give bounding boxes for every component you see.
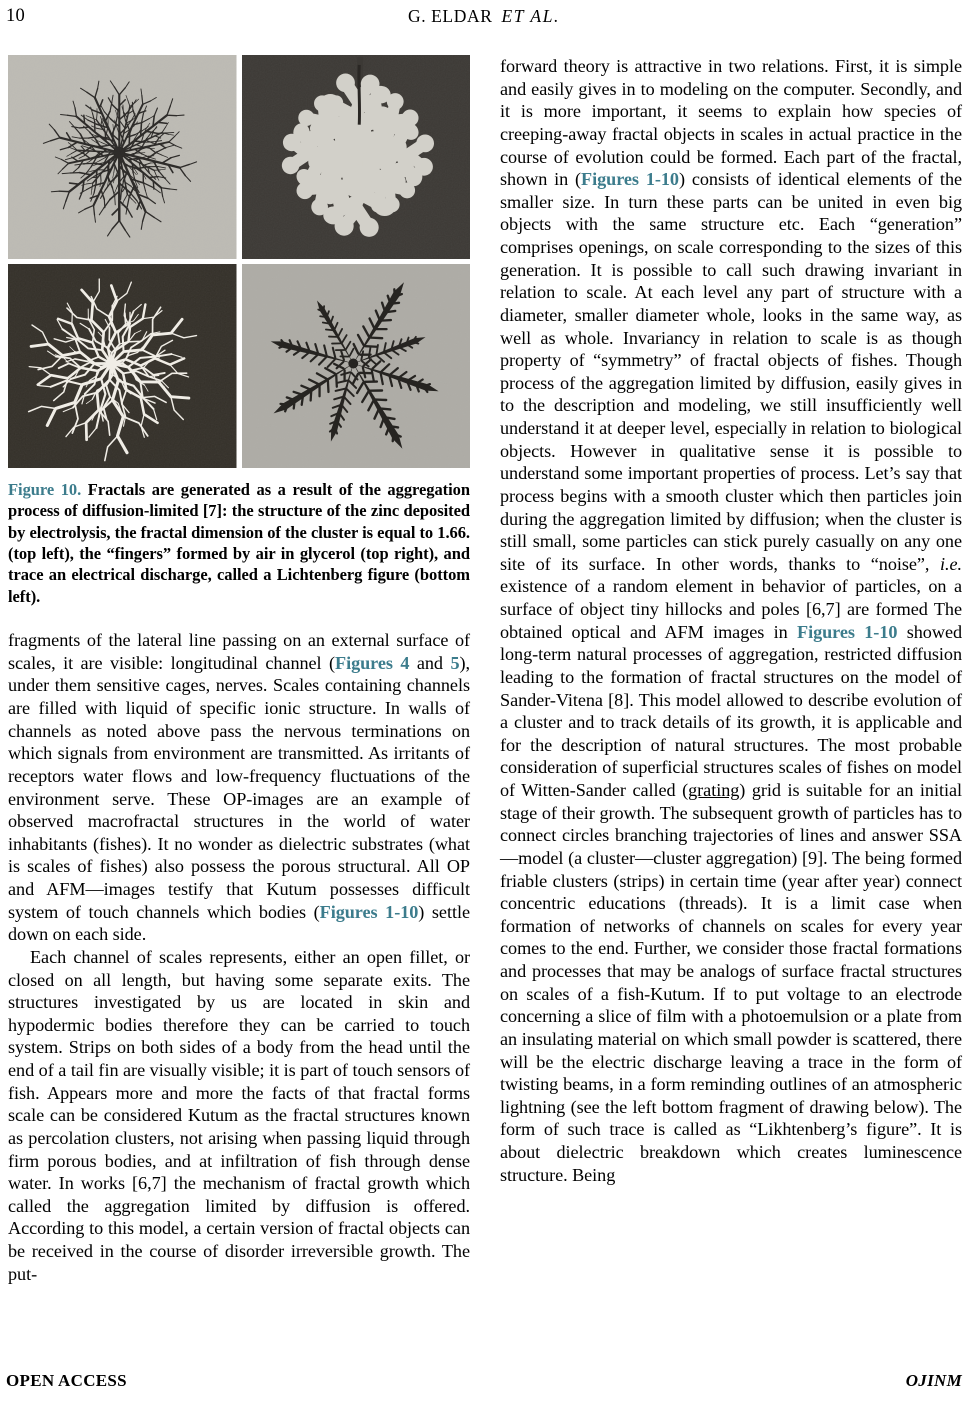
running-head-title: [0, 6, 968, 27]
figure-panel-dendritic-crystal: [242, 264, 471, 468]
italic-text: i.e.: [939, 553, 962, 574]
open-access-label: OPEN ACCESS: [6, 1371, 127, 1390]
text-run: ) settle down on each side.: [8, 901, 470, 945]
figure-cross-reference[interactable]: Figures 1-10: [797, 621, 898, 642]
left-column-paragraphs: [8, 629, 470, 1285]
running-head: [0, 6, 968, 30]
text-run: ) consists of identical elements of the smaller size. In turn these parts can be united in even big objects with the same structure etc. Each “generation” comprises openings, on scale corresponding to the sizes of this generation. It is possible to call such drawing invariant in relation to scale. At each level any part of structure with a diameter, smaller diameter whole, looks in the same way, as well as whole. Invariancy in relation to scale is as though property of “symmetry” of fractal objects of fishes. Though process of the aggregation limited by diffusion, easily gives in to the description and modeling, we still insufficiently well understand it at deeper level, especially in relation to biological objects. However in qualitative sense it is possible to understand some important properties of process. Let’s say that process begins with a smooth cluster which then particles join during the aggregation limited by diffusion; when the cluster is still small, some particles can stick purely casually on any one site of its surface. In other words, thanks to “noise”,: [500, 169, 963, 574]
right-column: [500, 55, 962, 1186]
figure-caption: [8, 479, 470, 607]
text-run: fragments of the lateral line passing on an external surface of scales, it are visible: longitudinal channel (: [8, 630, 470, 673]
journal-abbreviation: OJINM: [905, 1371, 962, 1390]
figure-panel-zinc-dla-cluster: [8, 55, 237, 259]
underlined-term: grating: [688, 780, 740, 800]
paragraph: [500, 55, 962, 1186]
text-run: ) grid is suitable for an initial stage of their growth. The subsequent growth of particles has to connect circles branching trajectories of lines and answer SSA—model (a cluster—cluster aggregation) [9]. The being formed friable clusters (strips) in certain time (year after year) connect concentric educations (threads). It is a limit case when formation of networks of channels on scales for every year comes to the end. Further, we consider those fractal formations and processes that may be analogs of surface fractal structures on scales of a fish-Kutum. If to put voltage to an electrode concerning a slice of film with a photoemulsion or a plate from an insulating material on which small powder is scattered, there will be the electric discharge leaving a trace in the form of twisting beams, in a form reminding outlines of an atmospheric lightning (see the left bottom fragment of drawing below). The form of such trace is called as “Likhtenberg’s figure”. It is about dielectric breakdown which creates luminescence structure. Being: [500, 780, 962, 1185]
running-head-etal: ET AL.: [501, 6, 561, 26]
figure-panel-lichtenberg-figure: [8, 264, 237, 468]
page-footer: [0, 1371, 968, 1393]
text-run: existence of a random element in behavior of particles, on a surface of object tiny hillocks and poles [6,7] are formed The obtained optical and AFM images in: [500, 576, 962, 642]
figure-cross-reference[interactable]: Figures 1-10: [581, 169, 679, 190]
figure-cross-reference[interactable]: 5: [450, 652, 460, 673]
paragraph: [8, 629, 470, 946]
text-run: Each channel of scales represents, either an open fillet, or closed on all length, but having some separate exits. The structures investigated by us are located in skin and hypodermic bodies therefore they can be carried to touch system. Strips on both sides of a body from the head until the end of a tail fin are visually visible; it is part of touch sensors of fish. Appears more and more the facts of that fractal forms scale can be considered Kutum as the fractal structures known as percolation clusters, not arising when passing liquid through firm porous bodies, and at infiltration of fish through dense water. In works [6,7] the mechanism of fractal growth which called the aggregation limited by diffusion is offered. According to this model, a certain version of fractal objects can be received in the course of disorder irreversible growth. The put-: [8, 946, 470, 1284]
text-run: forward theory is attractive in two relations. First, it is simple and easily gives in to modeling on the computer. Secondly, and it is more important, it seems to explain how species of creeping-away fractal objects in scales in actual practice in the course of evolution could be formed. Each part of the fractal, shown in (: [500, 56, 962, 190]
figure-cross-reference[interactable]: Figures 1-10: [319, 901, 419, 922]
figure-10: [8, 55, 470, 607]
figure-panel-viscous-fingers: [242, 55, 471, 259]
page-number: 10: [6, 6, 25, 26]
text-run: ), under them sensitive cages, nerves. Scales containing channels are filled with liquid of specific ionic structure. In walls of channels as noted above pass the nervous terminations on which signals from environment are transmitted. As irritants of receptors water flows and low-frequency fluctuations of the environment serve. These OP-images are an example of observed macrofractal structures in the world of water inhabitants (fishes). It no wonder as dielectric substrates (what is scales of fishes) also possess the porous structural. All OP and AFM—images testify that Kutum possesses difficult system of touch channels which bodies (: [8, 652, 470, 922]
text-run: and: [409, 652, 451, 673]
figure-label: Figure 10.: [8, 480, 82, 499]
figure-image-grid: [8, 55, 470, 468]
running-head-authors: G. ELDAR: [407, 6, 493, 26]
right-column-paragraphs: [500, 55, 962, 1186]
text-run: showed long-term natural processes of aggregation, restricted diffusion leading to the formation of fractal structures on the model of Sander-Vitena [8]. This model allowed to describe evolution of a cluster and to track details of its growth, it is applicable and for the description of natural structures. The most probable consideration of superficial structures scales of fishes on model of Witten-Sander called (: [500, 621, 963, 800]
figure-caption-text: Fractals are generated as a result of the aggregation process of diffusion-limited [7]: the structure of the zinc deposited by electrolysis, the fractal dimension of the cluster is equal to 1.66. (top left), the “fingers” formed by air in glycerol (top right), and trace an electrical discharge, called a Lichtenberg figure (bottom left).: [8, 480, 470, 606]
left-column: [8, 55, 470, 1285]
figure-cross-reference[interactable]: Figures 4: [335, 652, 410, 673]
paragraph: [8, 946, 470, 1285]
